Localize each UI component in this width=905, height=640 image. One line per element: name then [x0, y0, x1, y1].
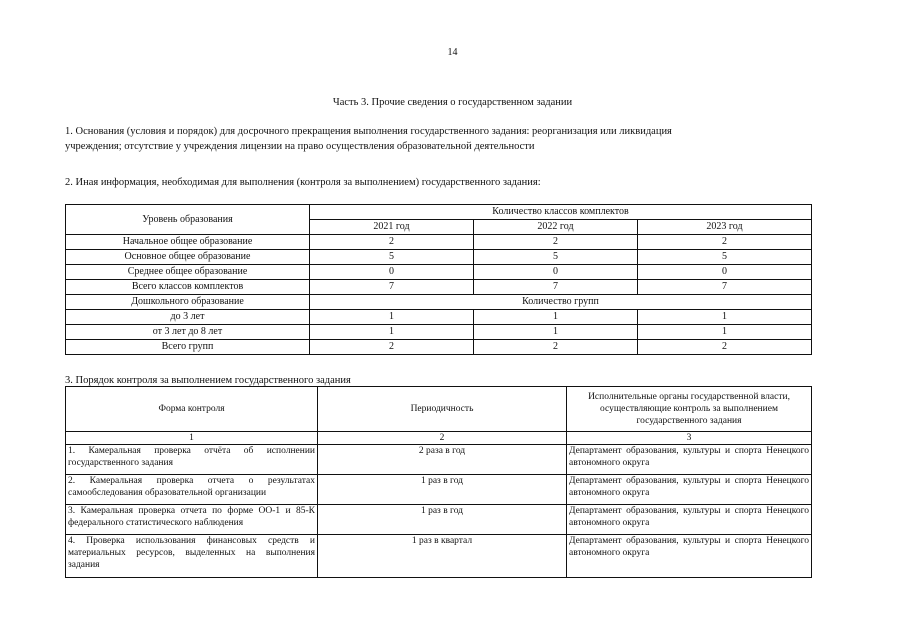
control-org: Департамент образования, культуры и спорта Ненецкого автономного округа — [567, 535, 812, 578]
col-number: 3 — [567, 432, 812, 445]
table-row — [66, 535, 812, 578]
groups-header: Количество групп — [310, 295, 812, 310]
section3-heading: 3. Порядок контроля за выполнением государственного задания — [65, 375, 351, 386]
table-row — [66, 250, 812, 265]
control-form: 2. Камеральная проверка отчета о результатах самообследования образовательной организации — [66, 475, 318, 505]
cell-value: 1 — [638, 325, 812, 340]
control-period: 1 раз в квартал — [318, 535, 567, 578]
cell-value: 5 — [310, 250, 474, 265]
control-form: 1. Камеральная проверка отчёта об исполнении государственного задания — [66, 445, 318, 475]
control-period: 1 раз в год — [318, 475, 567, 505]
row-label: Всего классов комплектов — [66, 280, 310, 295]
table-row — [66, 235, 812, 250]
section1-paragraph — [65, 124, 825, 154]
table-row — [66, 475, 812, 505]
cell-value: 1 — [474, 325, 638, 340]
table-row — [66, 340, 812, 355]
cell-value: 0 — [474, 265, 638, 280]
page-number: 14 — [447, 47, 458, 58]
cell-value: 2 — [638, 340, 812, 355]
col-number: 2 — [318, 432, 567, 445]
cell-value: 0 — [638, 265, 812, 280]
cell-value: 2 — [310, 340, 474, 355]
row-label: Среднее общее образование — [66, 265, 310, 280]
cell-value: 5 — [474, 250, 638, 265]
cell-value: 2 — [474, 235, 638, 250]
education-levels-table — [65, 204, 812, 355]
row-label: Начальное общее образование — [66, 235, 310, 250]
control-procedure-table — [65, 386, 812, 578]
row-label: Всего групп — [66, 340, 310, 355]
cell-value: 1 — [310, 325, 474, 340]
col-header-form: Форма контроля — [66, 387, 318, 432]
cell-value: 0 — [310, 265, 474, 280]
table-row — [66, 445, 812, 475]
year-header: 2021 год — [310, 220, 474, 235]
cell-value: 7 — [310, 280, 474, 295]
col-number: 1 — [66, 432, 318, 445]
control-period: 1 раз в год — [318, 505, 567, 535]
col-header-period: Периодичность — [318, 387, 567, 432]
table-row — [66, 310, 812, 325]
cell-value: 1 — [310, 310, 474, 325]
cell-value: 1 — [474, 310, 638, 325]
cell-value: 2 — [474, 340, 638, 355]
control-org: Департамент образования, культуры и спорта Ненецкого автономного округа — [567, 505, 812, 535]
table-row — [66, 280, 812, 295]
table-row — [66, 265, 812, 280]
table-row — [66, 325, 812, 340]
control-period: 2 раза в год — [318, 445, 567, 475]
section1-line2: учреждения; отсутствие у учреждения лицензии на право осуществления образовательной деятельности — [65, 141, 535, 152]
col-header-classes: Количество классов комплектов — [310, 205, 812, 220]
col-header-level: Уровень образования — [66, 205, 310, 235]
table-row — [66, 505, 812, 535]
year-header: 2022 год — [474, 220, 638, 235]
part-title: Часть 3. Прочие сведения о государственном задании — [332, 97, 573, 108]
row-label: Основное общее образование — [66, 250, 310, 265]
cell-value: 7 — [474, 280, 638, 295]
col-header-org: Исполнительные органы государственной власти, осуществляющие контроль за выполнением государственного задания — [567, 387, 812, 432]
cell-value: 1 — [638, 310, 812, 325]
preschool-label: Дошкольного образование — [66, 295, 310, 310]
section2-heading: 2. Иная информация, необходимая для выполнения (контроля за выполнением) государственного задания: — [65, 177, 541, 188]
row-label: до 3 лет — [66, 310, 310, 325]
control-form: 4. Проверка использования финансовых средств и материальных ресурсов, выделенных на выполнения задания — [66, 535, 318, 578]
row-label: от 3 лет до 8 лет — [66, 325, 310, 340]
year-header: 2023 год — [638, 220, 812, 235]
control-org: Департамент образования, культуры и спорта Ненецкого автономного округа — [567, 445, 812, 475]
cell-value: 7 — [638, 280, 812, 295]
section1-line1: 1. Основания (условия и порядок) для досрочного прекращения выполнения государственного задания: реорганизация или ликвидация — [65, 126, 672, 137]
cell-value: 5 — [638, 250, 812, 265]
control-form: 3. Камеральная проверка отчета по форме ОО-1 и 85-К федерального статистического наблюдения — [66, 505, 318, 535]
cell-value: 2 — [638, 235, 812, 250]
control-org: Департамент образования, культуры и спорта Ненецкого автономного округа — [567, 475, 812, 505]
cell-value: 2 — [310, 235, 474, 250]
